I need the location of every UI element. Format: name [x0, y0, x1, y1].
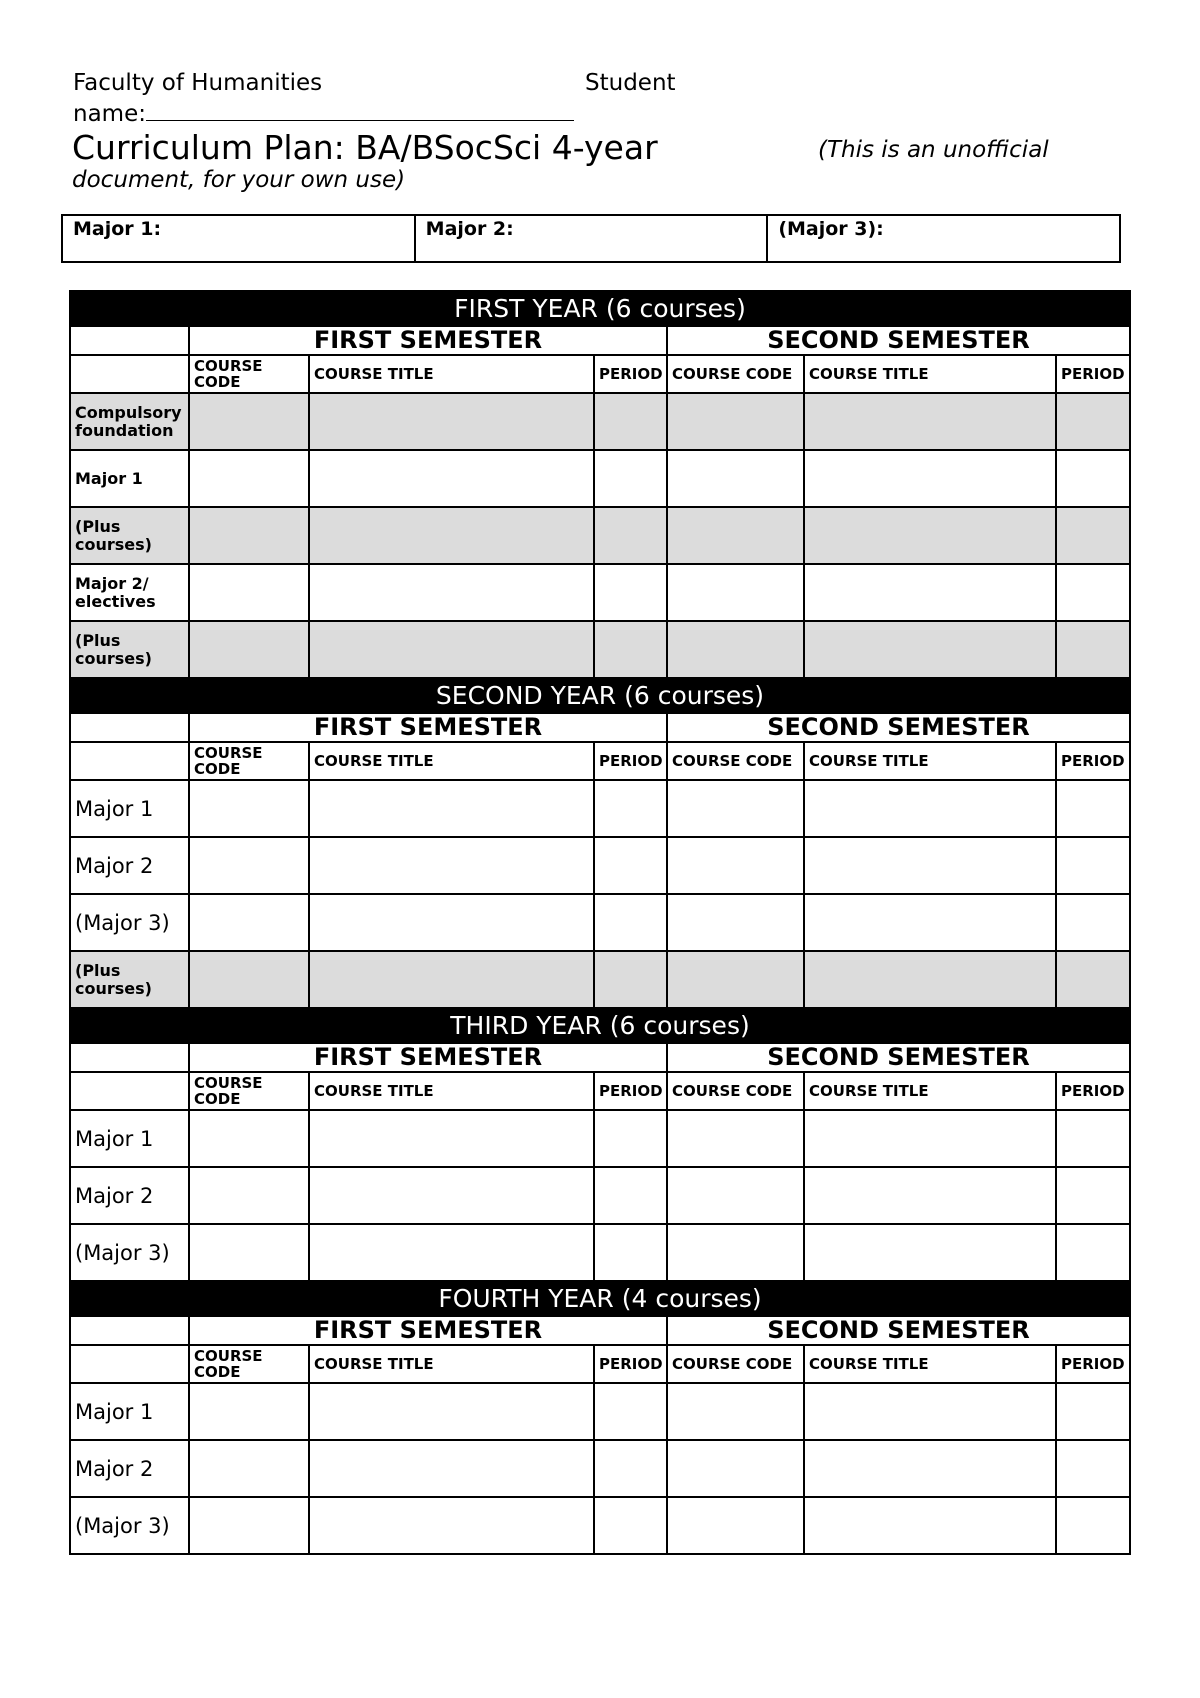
header-line [73, 70, 1073, 98]
period-cell[interactable] [1056, 1110, 1130, 1167]
period-cell[interactable] [1056, 1440, 1130, 1497]
table-row [70, 894, 1130, 951]
row-label: Compulsory foundation [70, 393, 189, 450]
empty-cell [70, 1043, 189, 1072]
first-semester-heading: FIRST SEMESTER [189, 1043, 667, 1072]
row-label: (Major 3) [70, 1224, 189, 1281]
row-label: Major 1 [70, 1383, 189, 1440]
period-header: PERIOD [1056, 1345, 1130, 1383]
course-code-cell[interactable] [189, 507, 309, 564]
period-cell[interactable] [594, 564, 667, 621]
course-code-cell[interactable] [667, 951, 804, 1008]
course-title-cell[interactable] [804, 393, 1056, 450]
faculty-name: Faculty of Humanities [73, 70, 323, 96]
course-code-cell[interactable] [189, 450, 309, 507]
second-semester-heading: SECOND SEMESTER [667, 326, 1130, 355]
table-row [70, 1497, 1130, 1554]
course-title-cell[interactable] [309, 1383, 594, 1440]
course-code-cell[interactable] [189, 894, 309, 951]
period-cell[interactable] [594, 1110, 667, 1167]
table-row [70, 780, 1130, 837]
table-row [70, 837, 1130, 894]
period-cell[interactable] [1056, 837, 1130, 894]
course-title-cell[interactable] [804, 1383, 1056, 1440]
period-cell[interactable] [594, 393, 667, 450]
row-label: Major 2 [70, 1440, 189, 1497]
table-row [70, 621, 1130, 678]
course-title-header: COURSE TITLE [804, 742, 1056, 780]
course-code-cell[interactable] [189, 1383, 309, 1440]
period-cell[interactable] [594, 621, 667, 678]
period-cell[interactable] [594, 507, 667, 564]
row-label: Major 1 [70, 450, 189, 507]
period-cell[interactable] [594, 450, 667, 507]
major-1-field[interactable]: Major 1: [62, 215, 415, 262]
course-title-cell[interactable] [309, 1224, 594, 1281]
disclaimer-line-1: (This is an unofficial [818, 137, 1049, 163]
period-header: PERIOD [594, 355, 667, 393]
page-title: Curriculum Plan: BA/BSocSci 4-year [72, 128, 658, 167]
table-row [70, 393, 1130, 450]
period-cell[interactable] [594, 1383, 667, 1440]
course-code-cell[interactable] [667, 564, 804, 621]
period-cell[interactable] [1056, 1224, 1130, 1281]
course-title-cell[interactable] [804, 1497, 1056, 1554]
empty-cell [70, 1072, 189, 1110]
course-title-header: COURSE TITLE [309, 1072, 594, 1110]
row-label: Major 1 [70, 780, 189, 837]
empty-cell [70, 1345, 189, 1383]
empty-cell [70, 713, 189, 742]
course-code-cell[interactable] [189, 1167, 309, 1224]
period-cell[interactable] [594, 951, 667, 1008]
course-code-cell[interactable] [667, 507, 804, 564]
major-3-field[interactable]: (Major 3): [767, 215, 1120, 262]
course-code-cell[interactable] [667, 837, 804, 894]
period-cell[interactable] [1056, 780, 1130, 837]
course-title-cell[interactable] [309, 1110, 594, 1167]
period-cell[interactable] [1056, 1497, 1130, 1554]
table-row [70, 1224, 1130, 1281]
first-year-title: FIRST YEAR (6 courses) [70, 291, 1130, 326]
course-code-cell[interactable] [667, 621, 804, 678]
major-2-field[interactable]: Major 2: [415, 215, 768, 262]
course-code-cell[interactable] [667, 1224, 804, 1281]
course-title-cell[interactable] [804, 450, 1056, 507]
period-header: PERIOD [594, 742, 667, 780]
period-header: PERIOD [1056, 355, 1130, 393]
course-title-cell[interactable] [804, 1224, 1056, 1281]
course-title-cell[interactable] [309, 393, 594, 450]
course-code-cell[interactable] [667, 894, 804, 951]
course-title-cell[interactable] [309, 837, 594, 894]
third-year-title: THIRD YEAR (6 courses) [70, 1008, 1130, 1043]
student-name-line [73, 98, 574, 126]
row-label: Major 1 [70, 1110, 189, 1167]
row-label: (Major 3) [70, 1497, 189, 1554]
table-row [70, 1110, 1130, 1167]
table-row [70, 507, 1130, 564]
student-name-label: name: [73, 101, 146, 127]
course-code-cell[interactable] [189, 1497, 309, 1554]
course-title-cell[interactable] [309, 780, 594, 837]
course-code-header: COURSE CODE [189, 1072, 309, 1110]
course-code-cell[interactable] [189, 951, 309, 1008]
course-title-cell[interactable] [804, 951, 1056, 1008]
course-title-cell[interactable] [309, 1167, 594, 1224]
course-code-cell[interactable] [667, 450, 804, 507]
course-title-header: COURSE TITLE [804, 1072, 1056, 1110]
second-semester-heading: SECOND SEMESTER [667, 1043, 1130, 1072]
row-label: (Plus courses) [70, 507, 189, 564]
table-row [70, 1383, 1130, 1440]
course-code-cell[interactable] [667, 1167, 804, 1224]
course-title-cell[interactable] [804, 894, 1056, 951]
disclaimer-line-2: document, for your own use) [72, 167, 406, 193]
table-row [70, 450, 1130, 507]
course-title-cell[interactable] [309, 1440, 594, 1497]
table-row [70, 564, 1130, 621]
curriculum-plan-table [69, 290, 1131, 1555]
period-cell[interactable] [594, 1440, 667, 1497]
row-label: (Plus courses) [70, 621, 189, 678]
course-title-cell[interactable] [309, 507, 594, 564]
course-code-header: COURSE CODE [667, 742, 804, 780]
second-semester-heading: SECOND SEMESTER [667, 713, 1130, 742]
period-cell[interactable] [1056, 894, 1130, 951]
first-semester-heading: FIRST SEMESTER [189, 326, 667, 355]
course-code-cell[interactable] [189, 780, 309, 837]
course-code-cell[interactable] [189, 837, 309, 894]
table-row [70, 1167, 1130, 1224]
course-title-cell[interactable] [804, 507, 1056, 564]
student-name-field[interactable] [146, 98, 574, 121]
period-cell[interactable] [1056, 450, 1130, 507]
course-title-header: COURSE TITLE [309, 355, 594, 393]
period-header: PERIOD [594, 1345, 667, 1383]
course-title-header: COURSE TITLE [309, 742, 594, 780]
row-label: (Plus courses) [70, 951, 189, 1008]
course-title-cell[interactable] [804, 1440, 1056, 1497]
course-code-header: COURSE CODE [667, 1345, 804, 1383]
course-title-cell[interactable] [804, 621, 1056, 678]
period-cell[interactable] [594, 837, 667, 894]
course-code-cell[interactable] [189, 1224, 309, 1281]
course-code-header: COURSE CODE [189, 355, 309, 393]
course-title-cell[interactable] [309, 564, 594, 621]
student-label: Student [585, 70, 676, 96]
course-title-cell[interactable] [309, 450, 594, 507]
course-code-cell[interactable] [189, 1110, 309, 1167]
majors-table [61, 214, 1121, 263]
period-header: PERIOD [594, 1072, 667, 1110]
empty-cell [70, 326, 189, 355]
period-cell[interactable] [1056, 951, 1130, 1008]
course-title-cell[interactable] [309, 621, 594, 678]
course-title-cell[interactable] [804, 837, 1056, 894]
period-header: PERIOD [1056, 1072, 1130, 1110]
period-header: PERIOD [1056, 742, 1130, 780]
course-title-cell[interactable] [309, 1497, 594, 1554]
course-title-header: COURSE TITLE [309, 1345, 594, 1383]
period-cell[interactable] [1056, 564, 1130, 621]
course-title-cell[interactable] [804, 1167, 1056, 1224]
row-label: Major 2 [70, 1167, 189, 1224]
row-label: (Major 3) [70, 894, 189, 951]
empty-cell [70, 742, 189, 780]
course-code-cell[interactable] [667, 1383, 804, 1440]
period-cell[interactable] [1056, 507, 1130, 564]
course-title-cell[interactable] [804, 564, 1056, 621]
second-semester-heading: SECOND SEMESTER [667, 1316, 1130, 1345]
course-code-cell[interactable] [667, 393, 804, 450]
course-code-cell[interactable] [189, 393, 309, 450]
period-cell[interactable] [1056, 621, 1130, 678]
period-cell[interactable] [594, 1497, 667, 1554]
course-code-cell[interactable] [189, 564, 309, 621]
course-code-cell[interactable] [667, 1440, 804, 1497]
first-semester-heading: FIRST SEMESTER [189, 713, 667, 742]
course-title-cell[interactable] [804, 780, 1056, 837]
period-cell[interactable] [594, 894, 667, 951]
fourth-year-title: FOURTH YEAR (4 courses) [70, 1281, 1130, 1316]
row-label: Major 2 [70, 837, 189, 894]
period-cell[interactable] [594, 1167, 667, 1224]
period-cell[interactable] [594, 1224, 667, 1281]
table-row [70, 1440, 1130, 1497]
first-semester-heading: FIRST SEMESTER [189, 1316, 667, 1345]
empty-cell [70, 355, 189, 393]
course-code-header: COURSE CODE [667, 355, 804, 393]
course-code-header: COURSE CODE [189, 1345, 309, 1383]
empty-cell [70, 1316, 189, 1345]
second-year-title: SECOND YEAR (6 courses) [70, 678, 1130, 713]
period-cell[interactable] [1056, 393, 1130, 450]
course-code-header: COURSE CODE [189, 742, 309, 780]
period-cell[interactable] [1056, 1383, 1130, 1440]
period-cell[interactable] [594, 780, 667, 837]
period-cell[interactable] [1056, 1167, 1130, 1224]
course-code-cell[interactable] [189, 621, 309, 678]
course-code-cell[interactable] [667, 1110, 804, 1167]
course-code-cell[interactable] [189, 1440, 309, 1497]
course-title-cell[interactable] [309, 951, 594, 1008]
row-label: Major 2/ electives [70, 564, 189, 621]
course-title-cell[interactable] [309, 894, 594, 951]
course-title-cell[interactable] [804, 1110, 1056, 1167]
course-code-cell[interactable] [667, 780, 804, 837]
table-row [70, 951, 1130, 1008]
course-title-header: COURSE TITLE [804, 1345, 1056, 1383]
course-code-header: COURSE CODE [667, 1072, 804, 1110]
course-code-cell[interactable] [667, 1497, 804, 1554]
course-title-header: COURSE TITLE [804, 355, 1056, 393]
